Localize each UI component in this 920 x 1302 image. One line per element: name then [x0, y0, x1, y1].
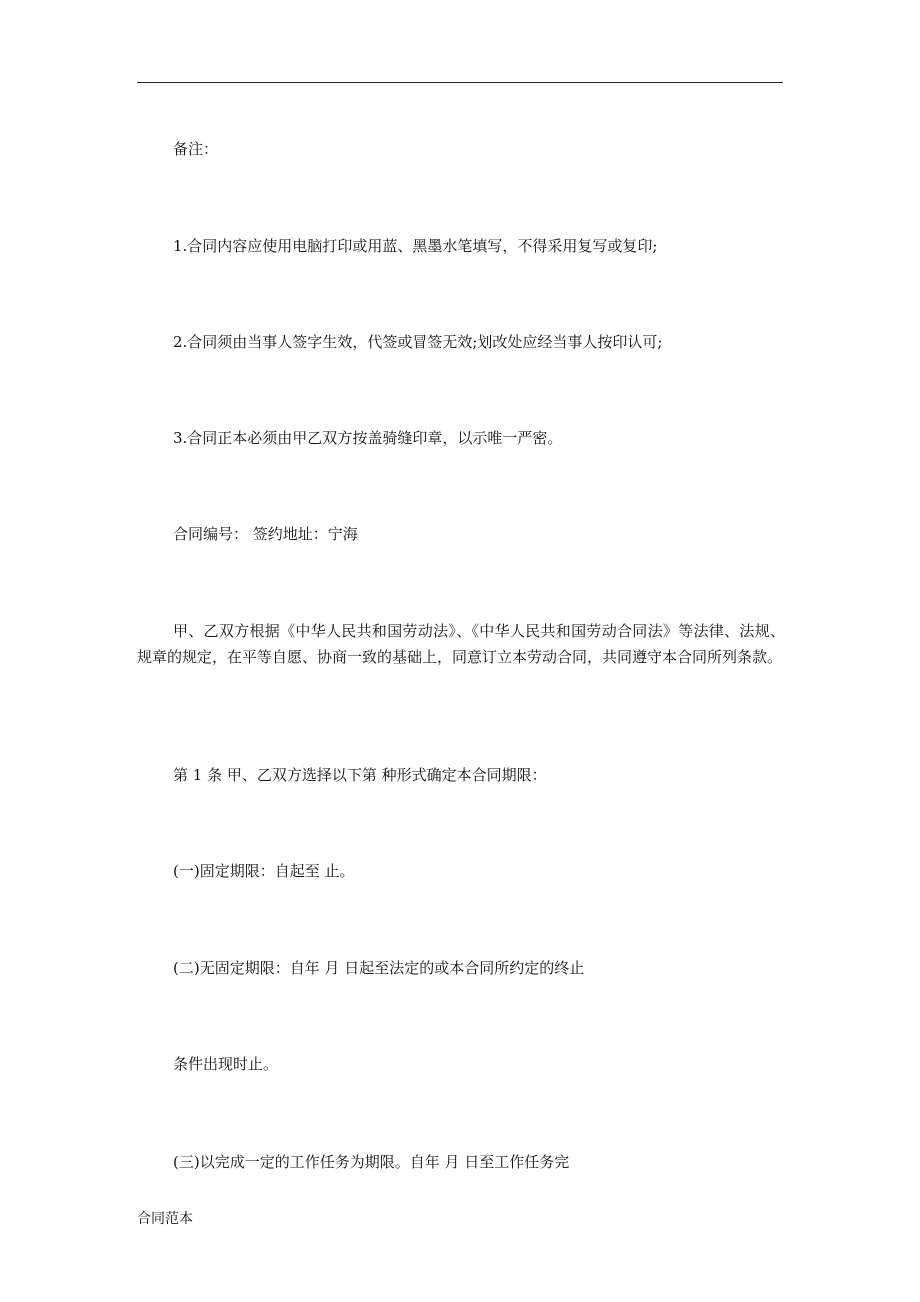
term-open-ended-continued: 条件出现时止。	[173, 1055, 279, 1073]
note-item-1: 1.合同内容应使用电脑打印或用蓝、黑墨水笔填写，不得采用复写或复印;	[173, 237, 658, 255]
footer-label: 合同范本	[137, 1211, 193, 1227]
term-open-ended: (二)无固定期限：自年 月 日起至法定的或本合同所约定的终止	[173, 959, 585, 977]
contract-number-line: 合同编号： 签约地址：宁海	[173, 525, 358, 543]
preamble-paragraph: 甲、乙双方根据《中华人民共和国劳动法》、《中华人民共和国劳动合同法》等法律、法规、规章的规定，在平等自愿、协商一致的基础上，同意订立本劳动合同，共同遵守本合同所列条款。	[137, 622, 785, 666]
note-item-3: 3.合同正本必须由甲乙双方按盖骑缝印章，以示唯一严密。	[173, 429, 563, 447]
header-rule	[137, 82, 783, 83]
term-fixed: (一)固定期限：自起至 止。	[173, 862, 355, 880]
term-task-based: (三)以完成一定的工作任务为期限。自年 月 日至工作任务完	[173, 1153, 570, 1171]
note-heading: 备注：	[173, 140, 219, 158]
note-item-2: 2.合同须由当事人签字生效，代签或冒签无效;划改处应经当事人按印认可;	[173, 333, 663, 351]
article-1: 第 1 条 甲、乙双方选择以下第 种形式确定本合同期限：	[173, 766, 547, 784]
